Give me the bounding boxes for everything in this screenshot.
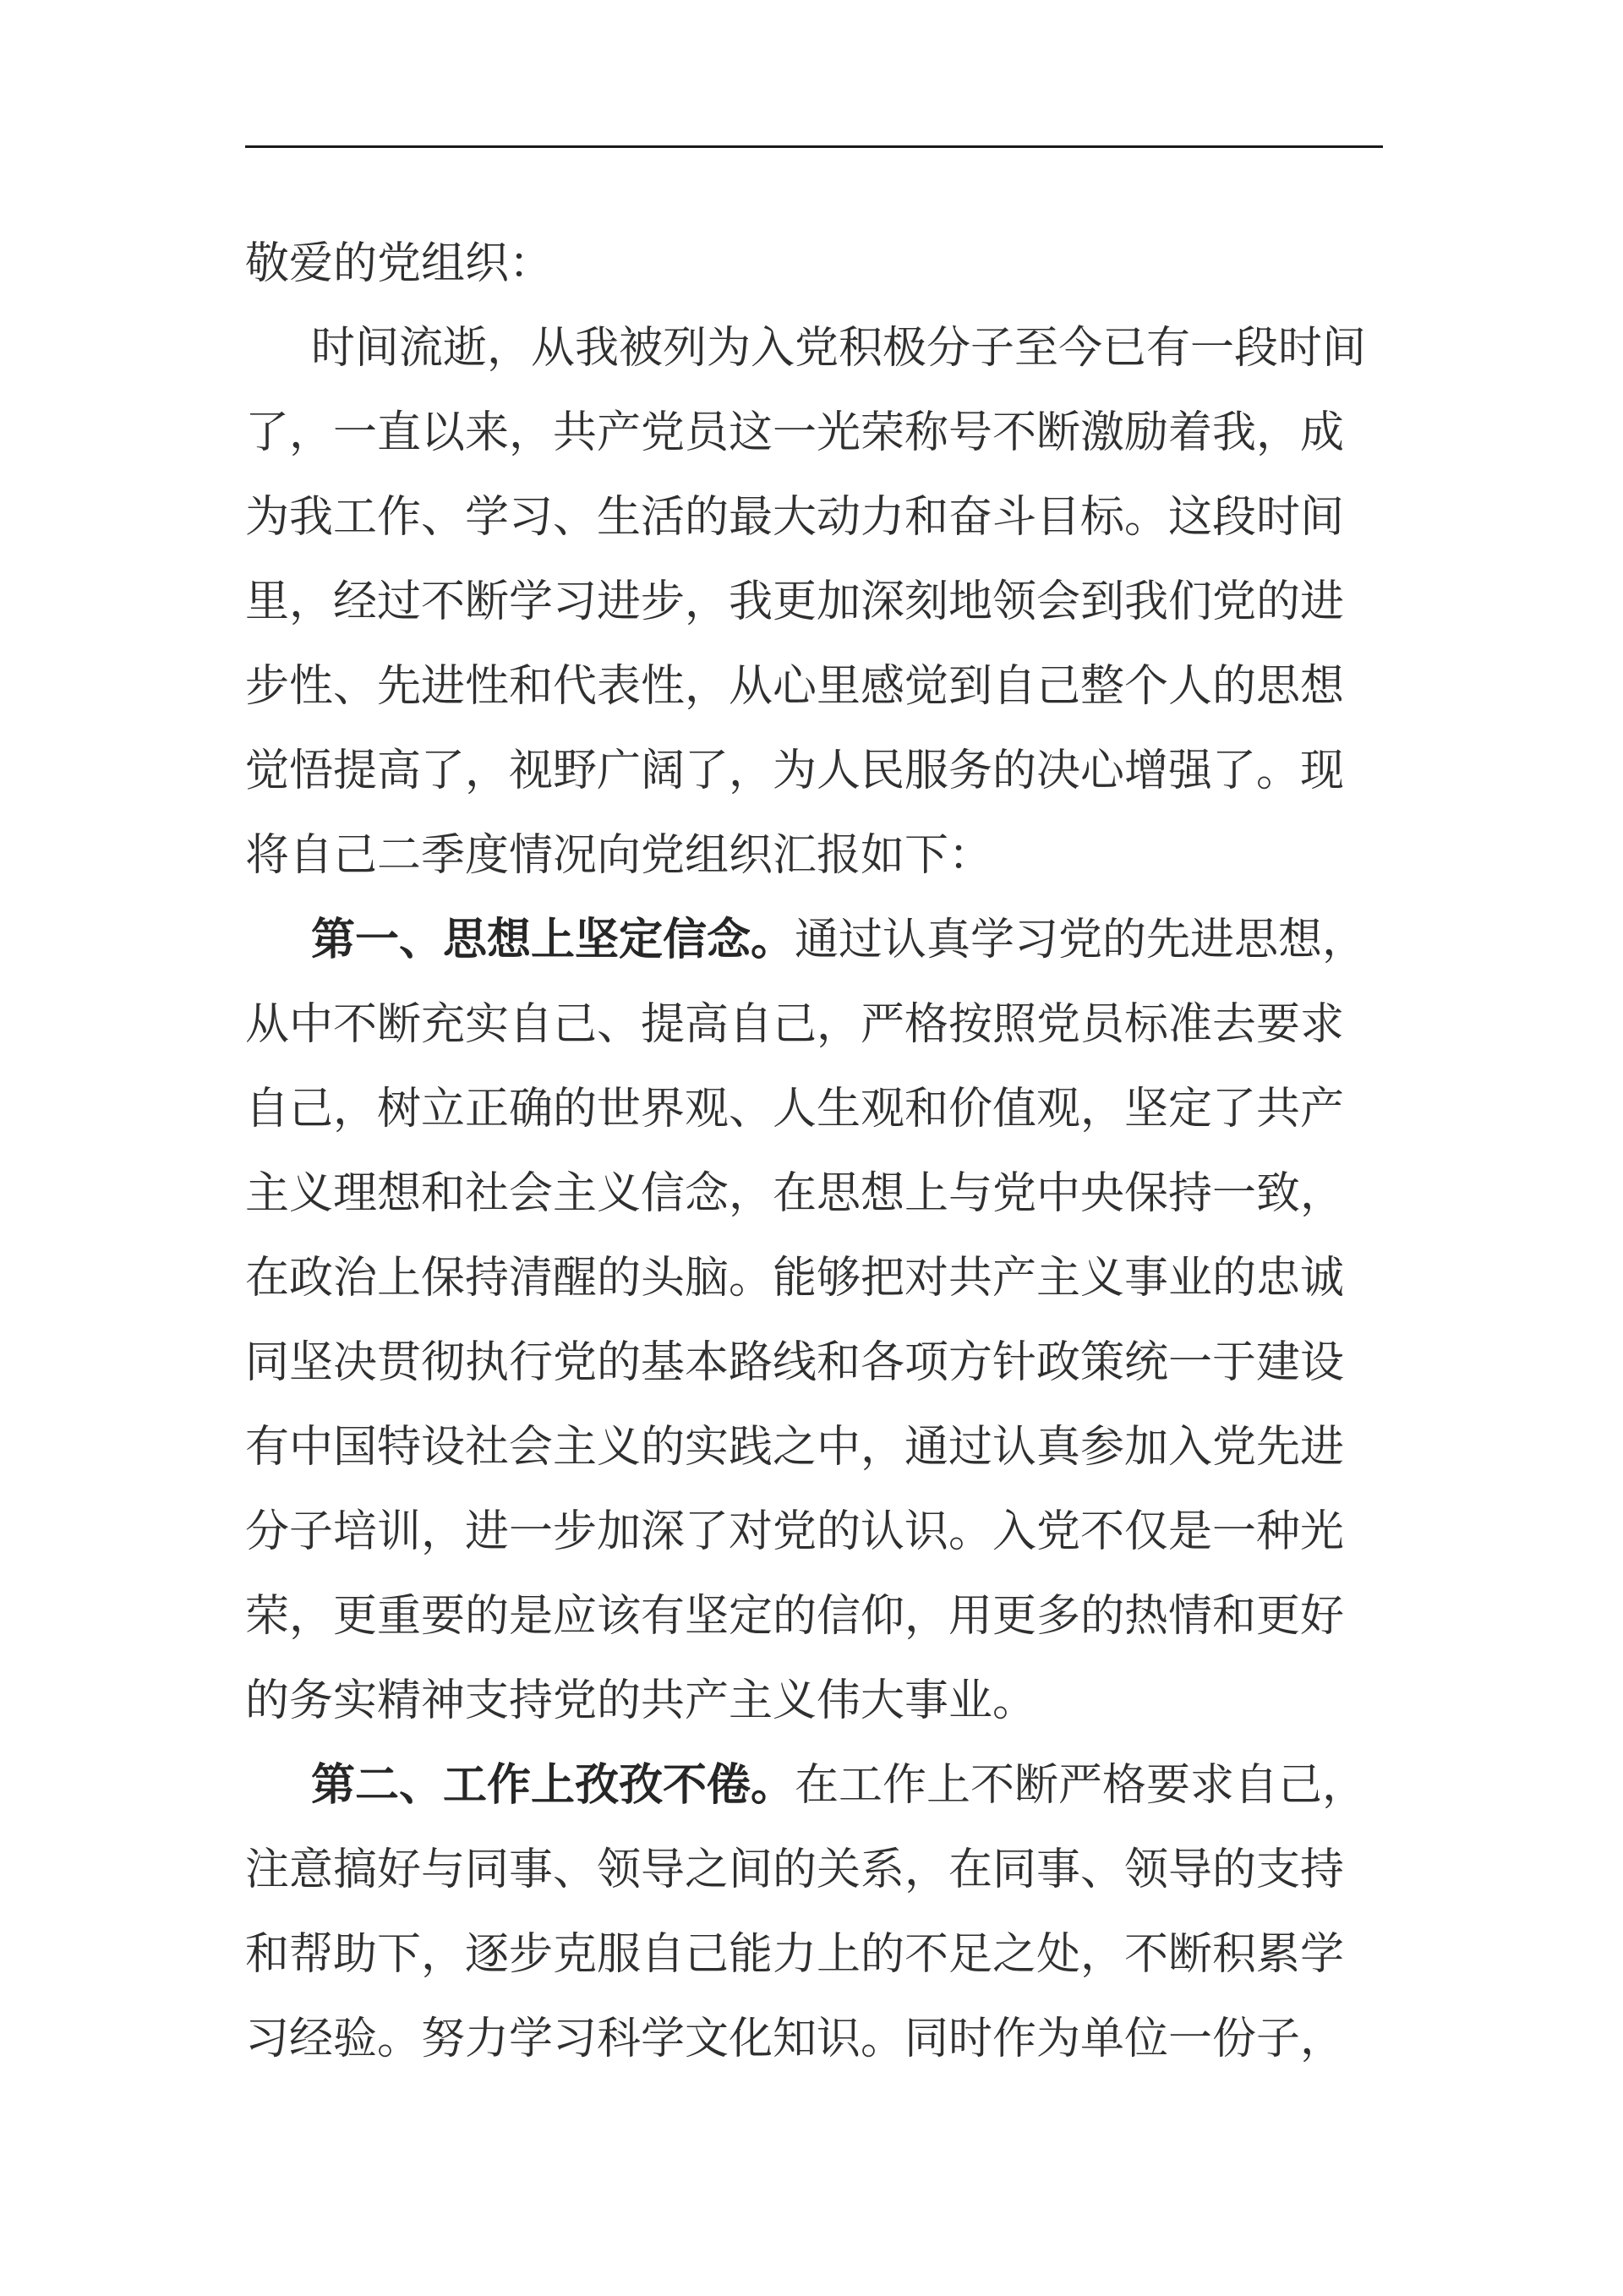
document-body [245, 221, 1383, 2081]
intro-line: 时间流逝，从我被列为入党积极分子至今已有一段时间 [311, 323, 1367, 374]
salutation: 敬爱的党组织： [245, 238, 554, 289]
intro-line: 里，经过不断学习进步，我更加深刻地领会到我们党的进 [245, 577, 1345, 627]
section1-first-line [245, 898, 1383, 982]
intro-line: 步性、先进性和代表性，从心里感觉到自己整个人的思想 [245, 661, 1345, 712]
section2-text: 在工作上不断严格要求自己， [795, 1760, 1367, 1811]
section2-line: 注意搞好与同事、领导之间的关系，在同事、领导的支持 [245, 1845, 1345, 1895]
intro-line: 觉悟提高了，视野广阔了，为人民服务的决心增强了。现 [245, 746, 1345, 796]
section1-line: 主义理想和社会主义信念，在思想上与党中央保持一致， [245, 1168, 1345, 1219]
section1-line: 有中国特设社会主义的实践之中，通过认真参加入党先进 [245, 1422, 1345, 1473]
intro-line: 了，一直以来，共产党员这一光荣称号不断激励着我，成 [245, 407, 1345, 458]
intro-line: 将自己二季度情况向党组织汇报如下： [245, 830, 993, 881]
section1-line: 的务实精神支持党的共产主义伟大事业。 [245, 1676, 1037, 1726]
section2-line: 习经验。努力学习科学文化知识。同时作为单位一份子， [245, 2014, 1345, 2064]
section2-heading: 第二、工作上孜孜不倦。 [311, 1760, 795, 1811]
section1-line: 同坚决贯彻执行党的基本路线和各项方针政策统一于建设 [245, 1337, 1345, 1388]
section1-line: 从中不断充实自己、提高自己，严格按照党员标准去要求 [245, 999, 1345, 1050]
intro-line: 为我工作、学习、生活的最大动力和奋斗目标。这段时间 [245, 492, 1345, 543]
section1-text: 通过认真学习党的先进思想， [795, 915, 1367, 965]
header-rule [245, 145, 1383, 148]
section2-line: 和帮助下，逐步克服自己能力上的不足之处，不断积累学 [245, 1929, 1345, 1980]
section2-first-line [245, 1743, 1383, 1828]
section1-line: 在政治上保持清醒的头脑。能够把对共产主义事业的忠诚 [245, 1253, 1345, 1304]
section1-line: 自己，树立正确的世界观、人生观和价值观，坚定了共产 [245, 1084, 1345, 1134]
section1-line: 分子培训，进一步加深了对党的认识。入党不仅是一种光 [245, 1506, 1345, 1557]
section1-line: 荣，更重要的是应该有坚定的信仰，用更多的热情和更好 [245, 1591, 1345, 1642]
section1-heading: 第一、思想上坚定信念。 [311, 915, 795, 965]
